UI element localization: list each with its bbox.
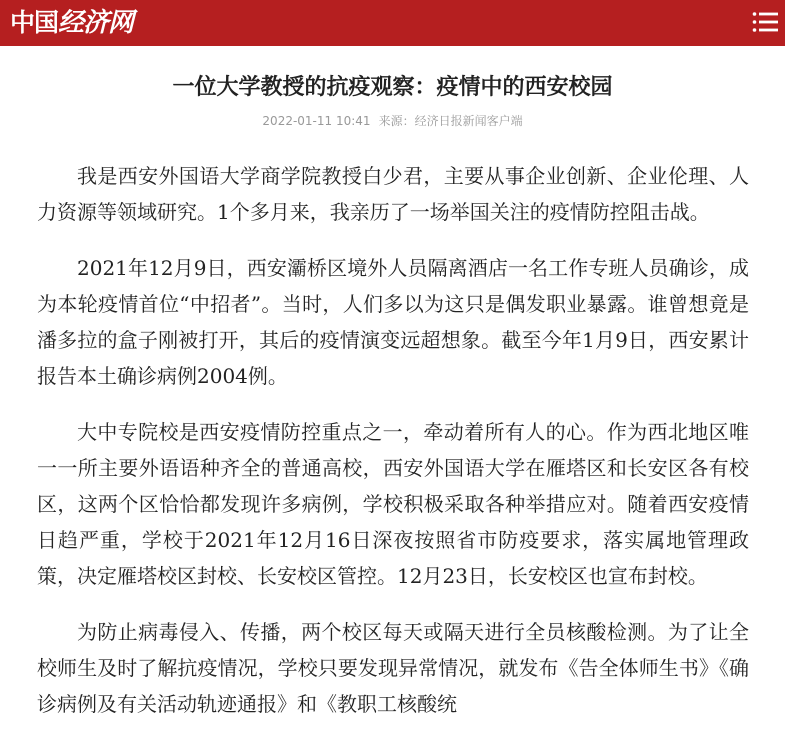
article-paragraph: 大中专院校是西安疫情防控重点之一，牵动着所有人的心。作为西北地区唯一一所主要外语语种齐全的普通高校，西安外国语大学在雁塔区和长安区各有校区，这两个区恰恰都发现许多病例，学校积极采取各种举措应对。随着西安疫情日趋严重，学校于2021年12月16日深夜按照省市防疫要求，落实属地管理政策，决定雁塔校区封校、长安校区管控。12月23日，长安校区也宣布封校。 bbox=[37, 420, 749, 588]
logo-text: 中国 bbox=[10, 8, 59, 37]
article-source: 来源：经济日报新闻客户端 bbox=[378, 114, 523, 128]
menu-button[interactable] bbox=[752, 10, 778, 34]
logo-script-text: 经济网 bbox=[58, 8, 134, 38]
article-paragraph: 为防止病毒侵入、传播，两个校区每天或隔天进行全员核酸检测。为了让全校师生及时了解抗疫情况，学校只要发现异常情况，就发布《告全体师生书》《确诊病例及有关活动轨迹通报》和《教职工核酸统 bbox=[37, 620, 749, 716]
article-title: 一位大学教授的抗疫观察：疫情中的西安校园 bbox=[172, 75, 613, 100]
site-header bbox=[0, 0, 785, 46]
article-paragraph: 2021年12月9日，西安灞桥区境外人员隔离酒店一名工作专班人员确诊，成为本轮疫情首位“中招者”。当时，人们多以为这只是偶发职业暴露。谁曾想竟是潘多拉的盒子刚被打开，其后的疫情演变远超想象。截至今年1月9日，西安累计报告本土确诊病例2004例。 bbox=[37, 256, 749, 388]
site-logo[interactable] bbox=[10, 6, 133, 40]
article-body bbox=[37, 158, 749, 742]
article-paragraph: 我是西安外国语大学商学院教授白少君，主要从事企业创新、企业伦理、人力资源等领域研究。1个多月来，我亲历了一场举国关注的疫情防控阻击战。 bbox=[37, 164, 749, 224]
article-datetime: 2022-01-11 10:41 bbox=[262, 114, 371, 128]
hamburger-menu-icon bbox=[752, 10, 778, 34]
article-meta bbox=[0, 112, 785, 130]
